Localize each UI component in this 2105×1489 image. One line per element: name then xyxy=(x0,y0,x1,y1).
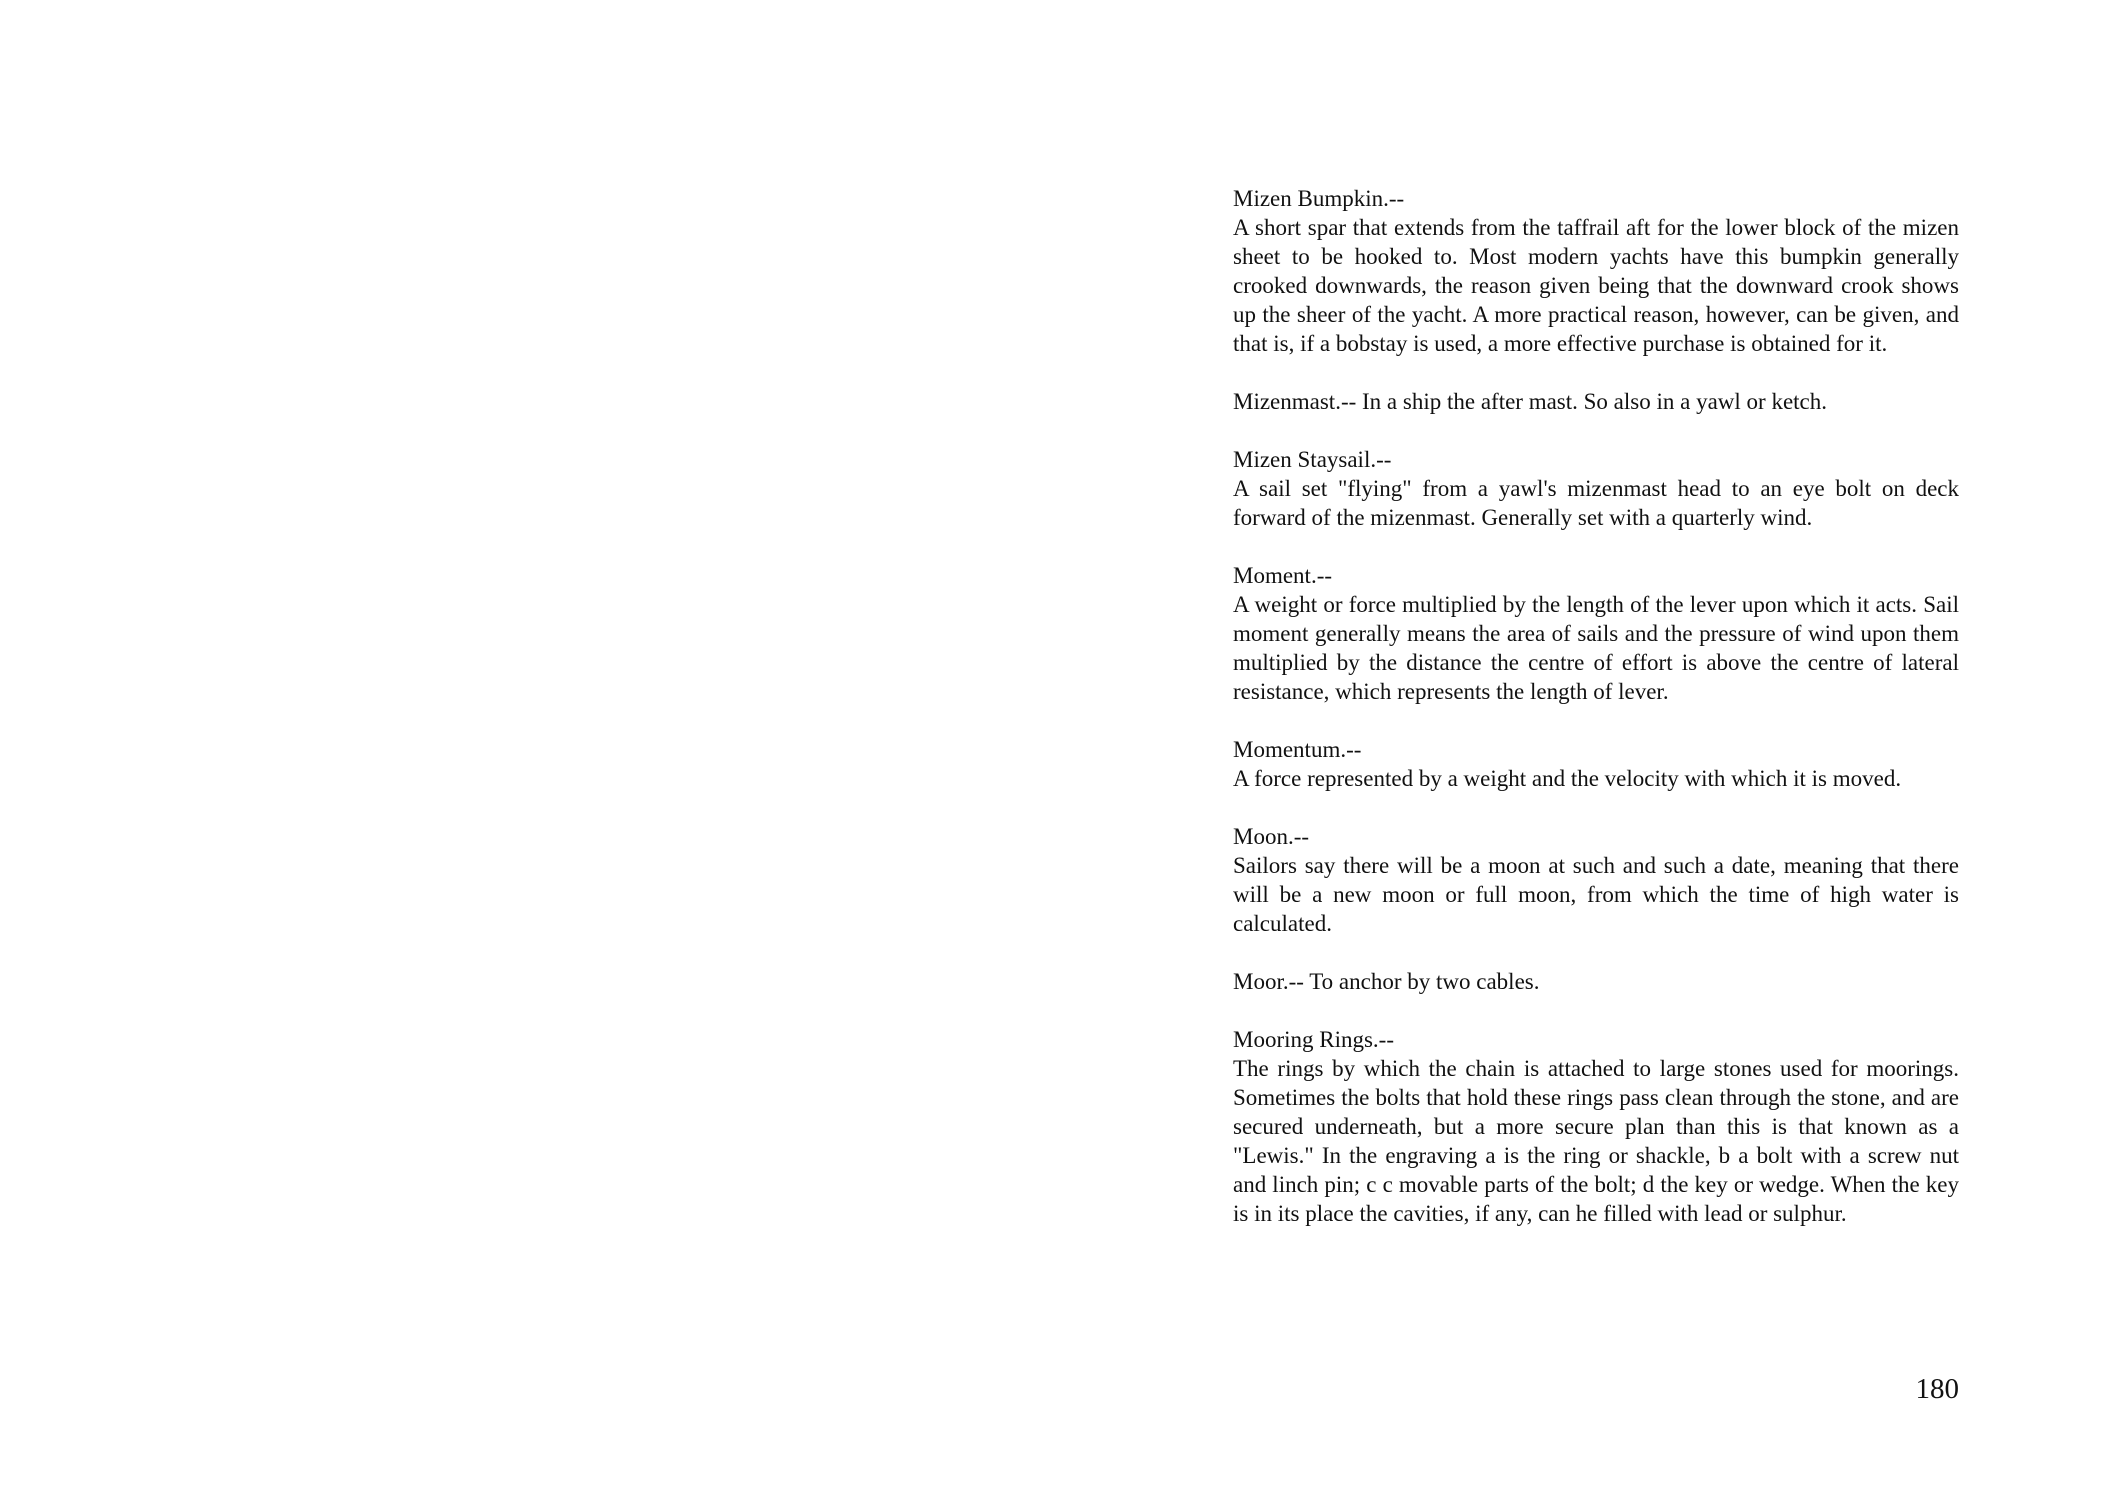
entry-definition: The rings by which the chain is attached to large stones used for moorings. Sometimes the bolts that hold these rings pass clean through the stone, and are secured underneath, but a more secure plan than this is that known as a "Lewis." In the engraving a is the ring or shackle, b a bolt with a screw nut and linch pin; c c movable parts of the bolt; d the key or wedge. When the key is in its place the cavities, if any, can he filled with lead or sulphur. xyxy=(1233,1056,1959,1226)
page-number: 180 xyxy=(1915,1373,1959,1405)
entry-definition: Sailors say there will be a moon at such and such a date, meaning that there will be a new moon or full moon, from which the time of high water is calculated. xyxy=(1233,853,1959,936)
entry-term: Mizen Bumpkin.-- xyxy=(1233,186,1405,211)
entry-text: Moor.-- To anchor by two cables. xyxy=(1233,969,1540,994)
glossary-entry-mizen-bumpkin xyxy=(1233,184,1959,358)
entry-term: Moment.-- xyxy=(1233,563,1333,588)
entry-term: Moon.-- xyxy=(1233,824,1310,849)
glossary-entry-mizen-staysail xyxy=(1233,445,1959,532)
glossary-text-column xyxy=(1233,184,1959,1257)
entry-text: Mizenmast.-- In a ship the after mast. So also in a yawl or ketch. xyxy=(1233,389,1828,414)
glossary-entry-moment xyxy=(1233,561,1959,706)
glossary-entry-mizenmast xyxy=(1233,387,1959,416)
entry-term: Mizen Staysail.-- xyxy=(1233,447,1392,472)
entry-term: Momentum.-- xyxy=(1233,737,1362,762)
right-page xyxy=(1052,0,2105,1489)
entry-definition: A weight or force multiplied by the length of the lever upon which it acts. Sail moment generally means the area of sails and the pressure of wind upon them multiplied by the distance the centre of effort is above the centre of lateral resistance, which represents the length of lever. xyxy=(1233,592,1959,704)
entry-definition: A short spar that extends from the taffrail aft for the lower block of the mizen sheet to be hooked to. Most modern yachts have this bumpkin generally crooked downwards, the reason given being that the downward crook shows up the sheer of the yacht. A more practical reason, however, can be given, and that is, if a bobstay is used, a more effective purchase is obtained for it. xyxy=(1233,215,1959,356)
glossary-entry-mooring-rings xyxy=(1233,1025,1959,1228)
entry-definition: A force represented by a weight and the velocity with which it is moved. xyxy=(1233,766,1902,791)
glossary-entry-moor xyxy=(1233,967,1959,996)
glossary-entry-moon xyxy=(1233,822,1959,938)
glossary-entry-momentum xyxy=(1233,735,1959,793)
entry-term: Mooring Rings.-- xyxy=(1233,1027,1394,1052)
left-blank-page xyxy=(0,0,1052,1489)
entry-definition: A sail set "flying" from a yawl's mizenmast head to an eye bolt on deck forward of the mizenmast. Generally set with a quarterly wind. xyxy=(1233,476,1959,530)
